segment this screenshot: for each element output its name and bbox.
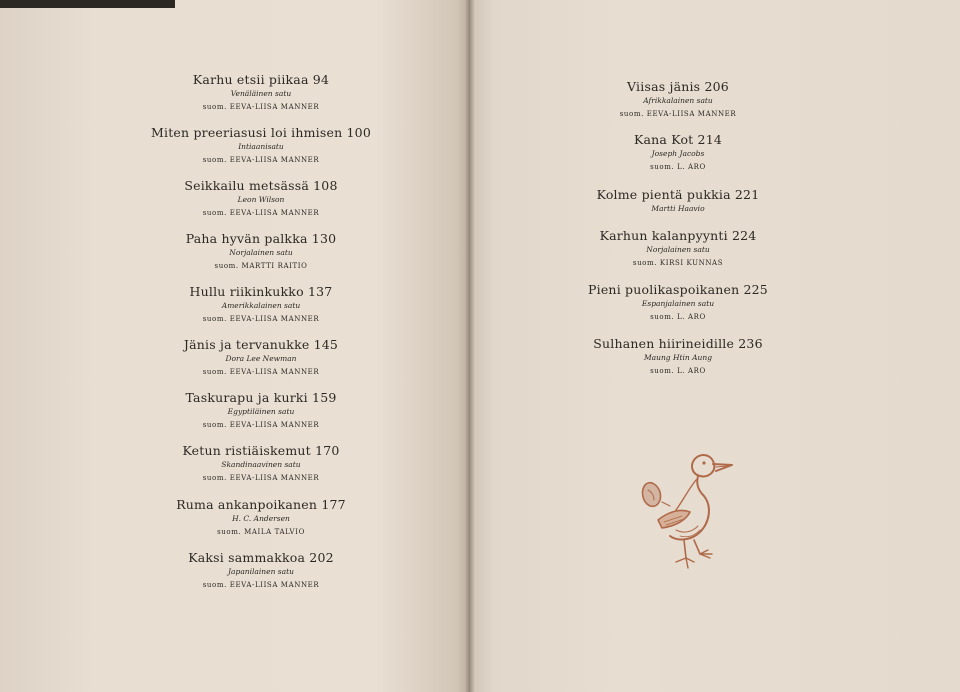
toc-entry	[111, 337, 411, 378]
entry-title: Kaksi sammakkoa 202	[188, 550, 334, 565]
entry-author: Egyptiläinen satu	[227, 407, 295, 416]
entry-title: Karhu etsii piikaa 94	[192, 72, 330, 87]
toc-entry	[111, 550, 411, 591]
entry-translator: suom. EEVA-LIISA MANNER	[202, 315, 320, 323]
entry-title: Pieni puolikaspoikanen 225	[588, 282, 768, 297]
entry-title: Ketun ristiäiskemut 170	[182, 443, 340, 458]
entry-author: Dora Lee Newman	[225, 354, 297, 363]
entry-title: Viisas jänis 206	[627, 79, 729, 94]
toc-entry	[528, 187, 828, 215]
entry-translator: suom. EEVA-LIISA MANNER	[619, 110, 737, 118]
toc-entry	[528, 282, 828, 323]
toc-entry	[528, 228, 828, 269]
entry-author: Japanilainen satu	[228, 567, 294, 576]
entry-title: Seikkailu metsässä 108	[184, 178, 338, 193]
entry-title: Miten preeriasusi loi ihmisen 100	[151, 125, 371, 140]
entry-title: Taskurapu ja kurki 159	[185, 390, 337, 405]
toc-entry	[528, 336, 828, 377]
entry-translator: suom. MAILA TALVIO	[217, 528, 305, 536]
book-gutter	[465, 0, 475, 692]
entry-author: Intiaanisatu	[238, 142, 284, 151]
entry-title: Ruma ankanpoikanen 177	[176, 497, 346, 512]
toc-entry	[111, 178, 411, 219]
entry-author: H. C. Andersen	[232, 514, 290, 523]
entry-title: Kolme pientä pukkia 221	[596, 187, 760, 202]
entry-author: Joseph Jacobs	[651, 149, 705, 158]
entry-title: Karhun kalanpyynti 224	[599, 228, 757, 243]
toc-entry	[111, 390, 411, 431]
entry-title: Kana Kot 214	[633, 132, 723, 147]
entry-translator: suom. L. ARO	[650, 313, 706, 321]
entry-author: Amerikkalainen satu	[221, 301, 301, 310]
entry-translator: suom. L. ARO	[650, 367, 706, 375]
entry-author: Leon Wilson	[237, 195, 285, 204]
entry-author: Venäläinen satu	[230, 89, 292, 98]
toc-entry	[528, 79, 828, 120]
toc-entry	[111, 231, 411, 272]
duckling-illustration	[636, 450, 746, 580]
toc-entry	[111, 443, 411, 484]
entry-translator: suom. MARTTI RAITIO	[214, 262, 308, 270]
entry-translator: suom. EEVA-LIISA MANNER	[202, 209, 320, 217]
entry-translator: suom. EEVA-LIISA MANNER	[202, 581, 320, 589]
entry-translator: suom. EEVA-LIISA MANNER	[202, 421, 320, 429]
entry-author: Skandinaavinen satu	[221, 460, 301, 469]
toc-entry	[111, 72, 411, 113]
toc-entry	[111, 125, 411, 166]
toc-entry	[528, 132, 828, 173]
entry-translator: suom. L. ARO	[650, 163, 706, 171]
entry-author: Afrikkalainen satu	[643, 96, 713, 105]
entry-author: Norjalainen satu	[229, 248, 293, 257]
entry-author: Espanjalainen satu	[641, 299, 715, 308]
entry-title: Paha hyvän palkka 130	[185, 231, 337, 246]
entry-translator: suom. EEVA-LIISA MANNER	[202, 156, 320, 164]
entry-translator: suom. EEVA-LIISA MANNER	[202, 103, 320, 111]
entry-title: Sulhanen hiirineidille 236	[593, 336, 763, 351]
entry-author: Maung Htin Aung	[643, 353, 713, 362]
entry-translator: suom. KIRSI KUNNAS	[632, 259, 724, 267]
background-edge	[0, 0, 175, 8]
toc-entry	[111, 497, 411, 538]
entry-translator: suom. EEVA-LIISA MANNER	[202, 474, 320, 482]
toc-entry	[111, 284, 411, 325]
entry-title: Hullu riikinkukko 137	[189, 284, 333, 299]
entry-translator: suom. EEVA-LIISA MANNER	[202, 368, 320, 376]
entry-author: Martti Haavio	[651, 204, 705, 213]
entry-author: Norjalainen satu	[646, 245, 710, 254]
entry-title: Jänis ja tervanukke 145	[183, 337, 339, 352]
